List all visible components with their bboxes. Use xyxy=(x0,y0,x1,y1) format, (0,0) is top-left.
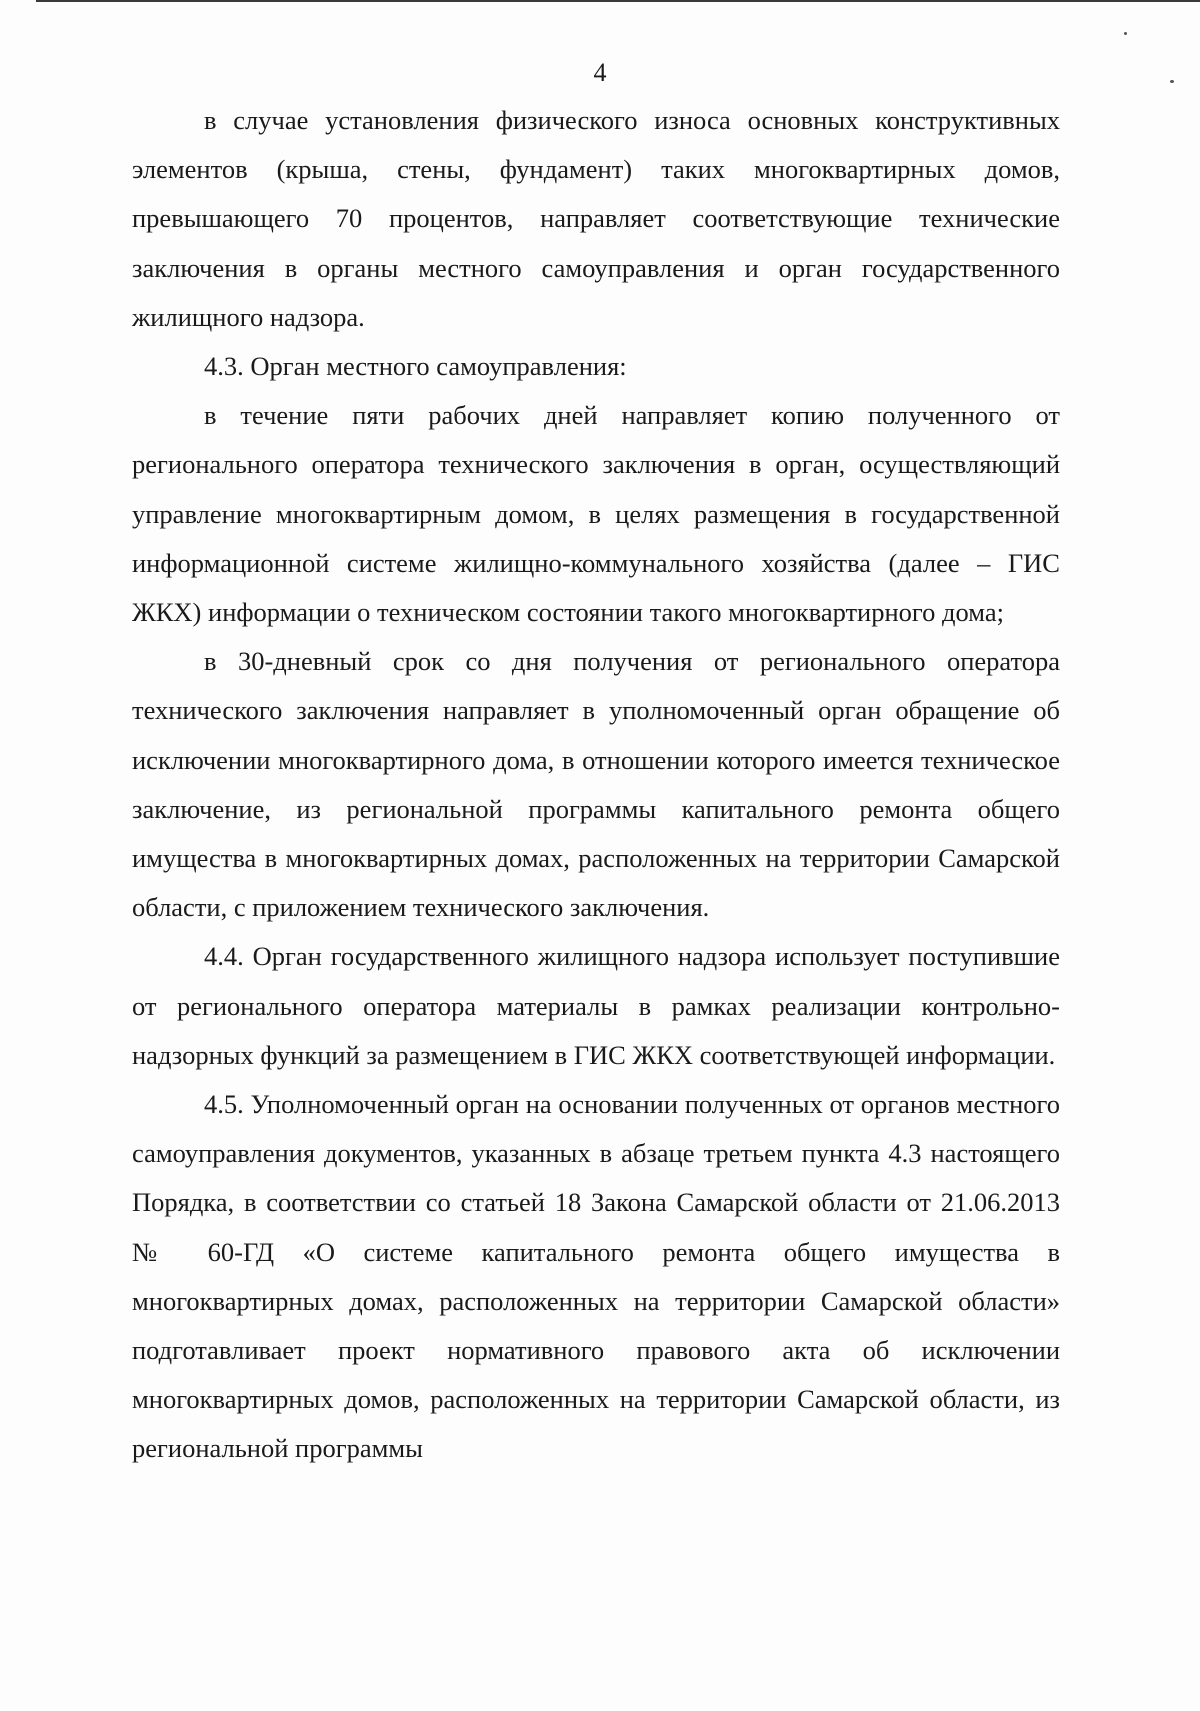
paragraph-4-3-item-1: в течение пяти рабочих дней направляет копию полученного от регионального оператора технического заключения в орган, осуществляющий управление многоквартирным домом, в целях размещения в государственной информационной системе жилищно-коммунального хозяйства (далее – ГИС ЖКХ) информации о техническом состоянии такого многоквартирного дома; xyxy=(132,400,1060,628)
document-body xyxy=(132,96,1060,1474)
top-border-line xyxy=(36,0,1200,2)
paragraph-continuation: в случае установления физического износа основных конструктивных элементов (крыша, стены, фундамент) таких многоквартирных домов, превышающего 70 процентов, направляет соответствующие технические заключения в органы местного самоуправления и орган государственного жилищного надзора. xyxy=(132,105,1060,332)
page-number: 4 xyxy=(593,58,607,87)
paragraph-4-3-item-2: в 30-дневный срок со дня получения от регионального оператора технического заключения направляет в уполномоченный орган обращение об исключении многоквартирного дома, в отношении которого имеется техническое заключение, из региональной программы капитального ремонта общего имущества в многоквартирных домах, расположенных на территории Самарской области, с приложением технического заключения. xyxy=(132,646,1060,923)
paragraph-4-5: 4.5. Уполномоченный орган на основании полученных от органов местного самоуправления документов, указанных в абзаце третьем пункта 4.3 настоящего Порядка, в соответствии со статьей 18 Закона Самарской области от 21.06.2013 № 60-ГД «О системе капитального ремонта общего имущества в многоквартирных домах, расположенных на территории Самарской области» подготавливает проект нормативного правового акта об исключении многоквартирных домов, расположенных на территории Самарской области, из региональной программы xyxy=(132,1089,1060,1464)
paragraph-4-3-heading: 4.3. Орган местного самоуправления: xyxy=(204,351,627,382)
paragraph-4-4: 4.4. Орган государственного жилищного надзора использует поступившие от регионального оператора материалы в рамках реализации контрольно-надзорных функций за размещением в ГИС ЖКХ соответствующей информации. xyxy=(132,941,1060,1070)
scan-speck xyxy=(1124,32,1127,35)
